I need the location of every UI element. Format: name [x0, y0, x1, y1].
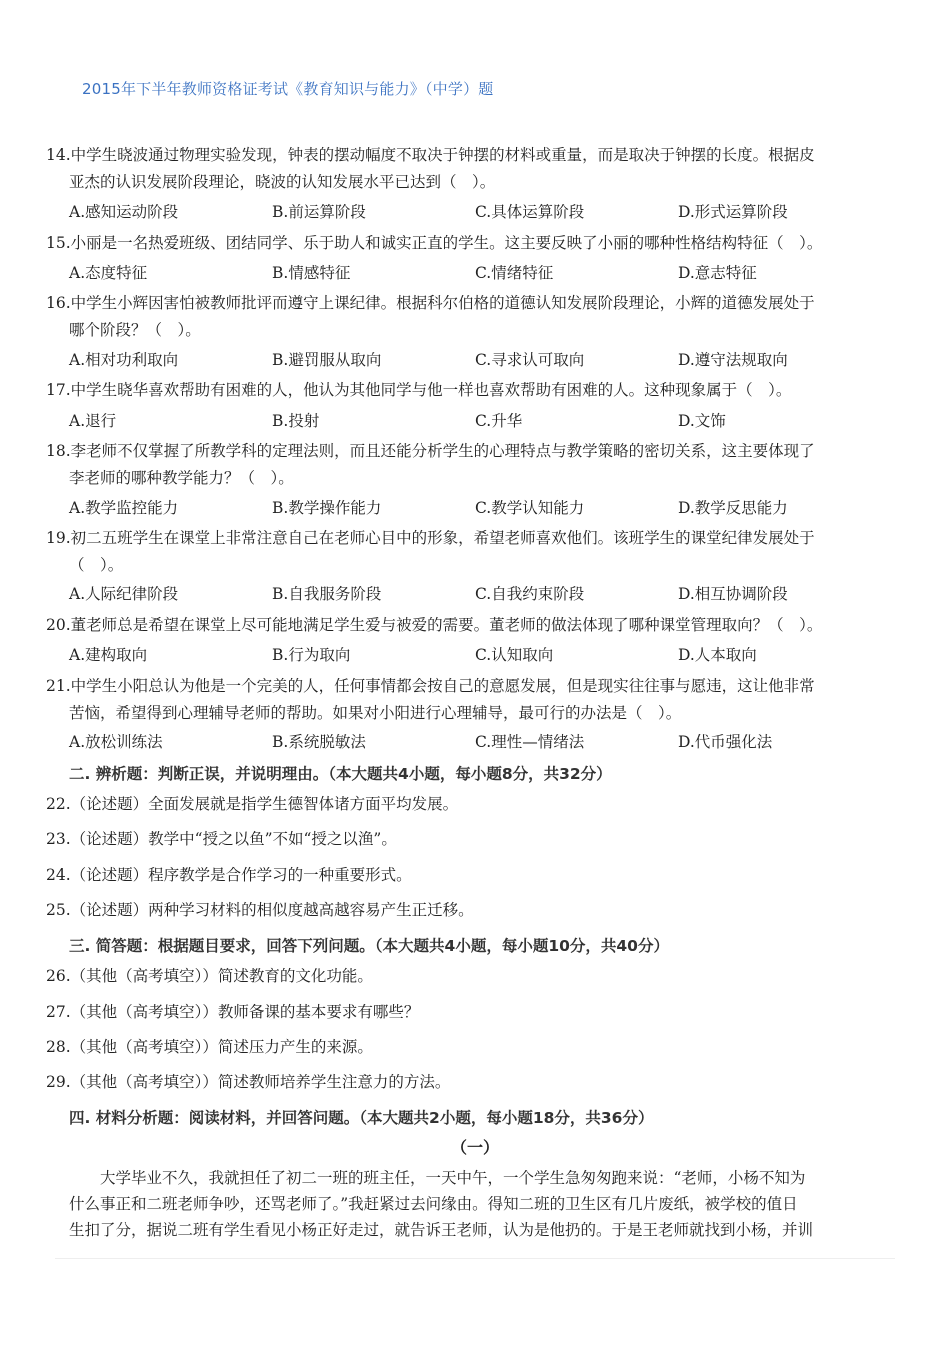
option-d: D.遵守法规取向 — [678, 351, 788, 369]
question-18-line: 李老师的哪种教学能力？（ ）。 — [69, 469, 294, 487]
question-16-line: 哪个阶段？（ ）。 — [69, 321, 201, 339]
option-a: A.放松训练法 — [69, 733, 163, 751]
question-14-options — [69, 202, 889, 222]
question-16-options — [69, 350, 889, 370]
discussion-item: 24.（论述题）程序教学是合作学习的一种重要形式。 — [46, 866, 412, 884]
short-answer-item: 29.（其他（高考填空））简述教师培养学生注意力的方法。 — [46, 1073, 451, 1091]
material-paragraph-line: 什么事正和二班老师争吵，还骂老师了。”我赶紧过去问缘由。得知二班的卫生区有几片废纸，被学校的值日 — [69, 1195, 798, 1213]
option-c: C.教学认知能力 — [475, 499, 585, 517]
option-c: C.寻求认可取向 — [475, 351, 585, 369]
question-18-line: 18.李老师不仅掌握了所教学科的定理法则，而且还能分析学生的心理特点与教学策略的密切关系，这主要体现了 — [46, 442, 815, 460]
question-14-line: 亚杰的认识发展阶段理论，晓波的认知发展水平已达到（ ）。 — [69, 173, 496, 191]
section-3-title: 三. 简答题：根据题目要求，回答下列问题。（本大题共4小题，每小题10分，共40分） — [69, 937, 669, 955]
option-a: A.退行 — [69, 412, 117, 430]
option-d: D.相互协调阶段 — [678, 585, 788, 603]
option-d: D.人本取向 — [678, 646, 757, 664]
question-19-line: （ ）。 — [69, 556, 124, 574]
question-15-options — [69, 263, 889, 283]
question-19-options — [69, 584, 889, 604]
discussion-item: 23.（论述题）教学中“授之以鱼”不如“授之以渔”。 — [46, 830, 397, 848]
option-d: D.文饰 — [678, 412, 726, 430]
option-c: C.自我约束阶段 — [475, 585, 585, 603]
discussion-item: 22.（论述题）全面发展就是指学生德智体诸方面平均发展。 — [46, 795, 459, 813]
short-answer-item: 26.（其他（高考填空））简述教育的文化功能。 — [46, 967, 373, 985]
option-d: D.教学反思能力 — [678, 499, 788, 517]
option-c: C.升华 — [475, 412, 523, 430]
option-a: A.教学监控能力 — [69, 499, 179, 517]
section-2-title: 二. 辨析题：判断正误，并说明理由。（本大题共4小题，每小题8分，共32分） — [69, 765, 612, 783]
question-17-options — [69, 411, 889, 431]
question-20-options — [69, 645, 889, 665]
short-answer-item: 27.（其他（高考填空））教师备课的基本要求有哪些？ — [46, 1003, 420, 1021]
question-19-line: 19.初二五班学生在课堂上非常注意自己在老师心目中的形象，希望老师喜欢他们。该班学生的课堂纪律发展处于 — [46, 529, 815, 547]
short-answer-item: 28.（其他（高考填空））简述压力产生的来源。 — [46, 1038, 373, 1056]
question-21-options — [69, 732, 889, 752]
question-18-options — [69, 498, 889, 518]
option-b: B.教学操作能力 — [272, 499, 382, 517]
option-b: B.行为取向 — [272, 646, 351, 664]
option-d: D.形式运算阶段 — [678, 203, 788, 221]
option-b: B.系统脱敏法 — [272, 733, 366, 751]
option-d: D.意志特征 — [678, 264, 757, 282]
material-paragraph-line: 生扣了分，据说二班有学生看见小杨正好走过，就告诉王老师，认为是他扔的。于是王老师就找到小杨，并训 — [69, 1221, 814, 1239]
material-paragraph-line: 大学毕业不久，我就担任了初二一班的班主任，一天中午，一个学生急匆匆跑来说：“老师，小杨不知为 — [69, 1169, 806, 1187]
option-a: A.人际纪律阶段 — [69, 585, 179, 603]
option-c: C.理性—情绪法 — [475, 733, 585, 751]
page-divider — [55, 1258, 895, 1259]
option-b: B.自我服务阶段 — [272, 585, 382, 603]
question-14-line: 14.中学生晓波通过物理实验发现，钟表的摆动幅度不取决于钟摆的材料或重量，而是取决于钟摆的长度。根据皮 — [46, 146, 815, 164]
option-a: A.相对功利取向 — [69, 351, 179, 369]
option-d: D.代币强化法 — [678, 733, 773, 751]
document-header-title: 2015年下半年教师资格证考试《教育知识与能力》（中学）题 — [82, 80, 494, 98]
option-c: C.具体运算阶段 — [475, 203, 585, 221]
material-title: （一） — [450, 1138, 499, 1157]
option-b: B.前运算阶段 — [272, 203, 366, 221]
question-15-line: 15.小丽是一名热爱班级、团结同学、乐于助人和诚实正直的学生。这主要反映了小丽的哪种性格结构特征（ ）。 — [46, 234, 823, 252]
option-b: B.情感特征 — [272, 264, 351, 282]
option-a: A.态度特征 — [69, 264, 148, 282]
question-21-line: 苦恼，希望得到心理辅导老师的帮助。如果对小阳进行心理辅导，最可行的办法是（ ）。 — [69, 704, 682, 722]
question-17-line: 17.中学生晓华喜欢帮助有困难的人，他认为其他同学与他一样也喜欢帮助有困难的人。这种现象属于（ ）。 — [46, 381, 792, 399]
option-a: A.建构取向 — [69, 646, 148, 664]
section-4-title: 四. 材料分析题：阅读材料，并回答问题。（本大题共2小题，每小题18分，共36分） — [69, 1109, 654, 1127]
option-b: B.避罚服从取向 — [272, 351, 382, 369]
question-16-line: 16.中学生小辉因害怕被教师批评而遵守上课纪律。根据科尔伯格的道德认知发展阶段理论，小辉的道德发展处于 — [46, 294, 815, 312]
option-b: B.投射 — [272, 412, 320, 430]
option-a: A.感知运动阶段 — [69, 203, 179, 221]
discussion-item: 25.（论述题）两种学习材料的相似度越高越容易产生正迁移。 — [46, 901, 474, 919]
option-c: C.认知取向 — [475, 646, 554, 664]
question-21-line: 21.中学生小阳总认为他是一个完美的人，任何事情都会按自己的意愿发展，但是现实往往事与愿违，这让他非常 — [46, 677, 815, 695]
option-c: C.情绪特征 — [475, 264, 554, 282]
question-20-line: 20.董老师总是希望在课堂上尽可能地满足学生爱与被爱的需要。董老师的做法体现了哪种课堂管理取向？（ ）。 — [46, 616, 823, 634]
